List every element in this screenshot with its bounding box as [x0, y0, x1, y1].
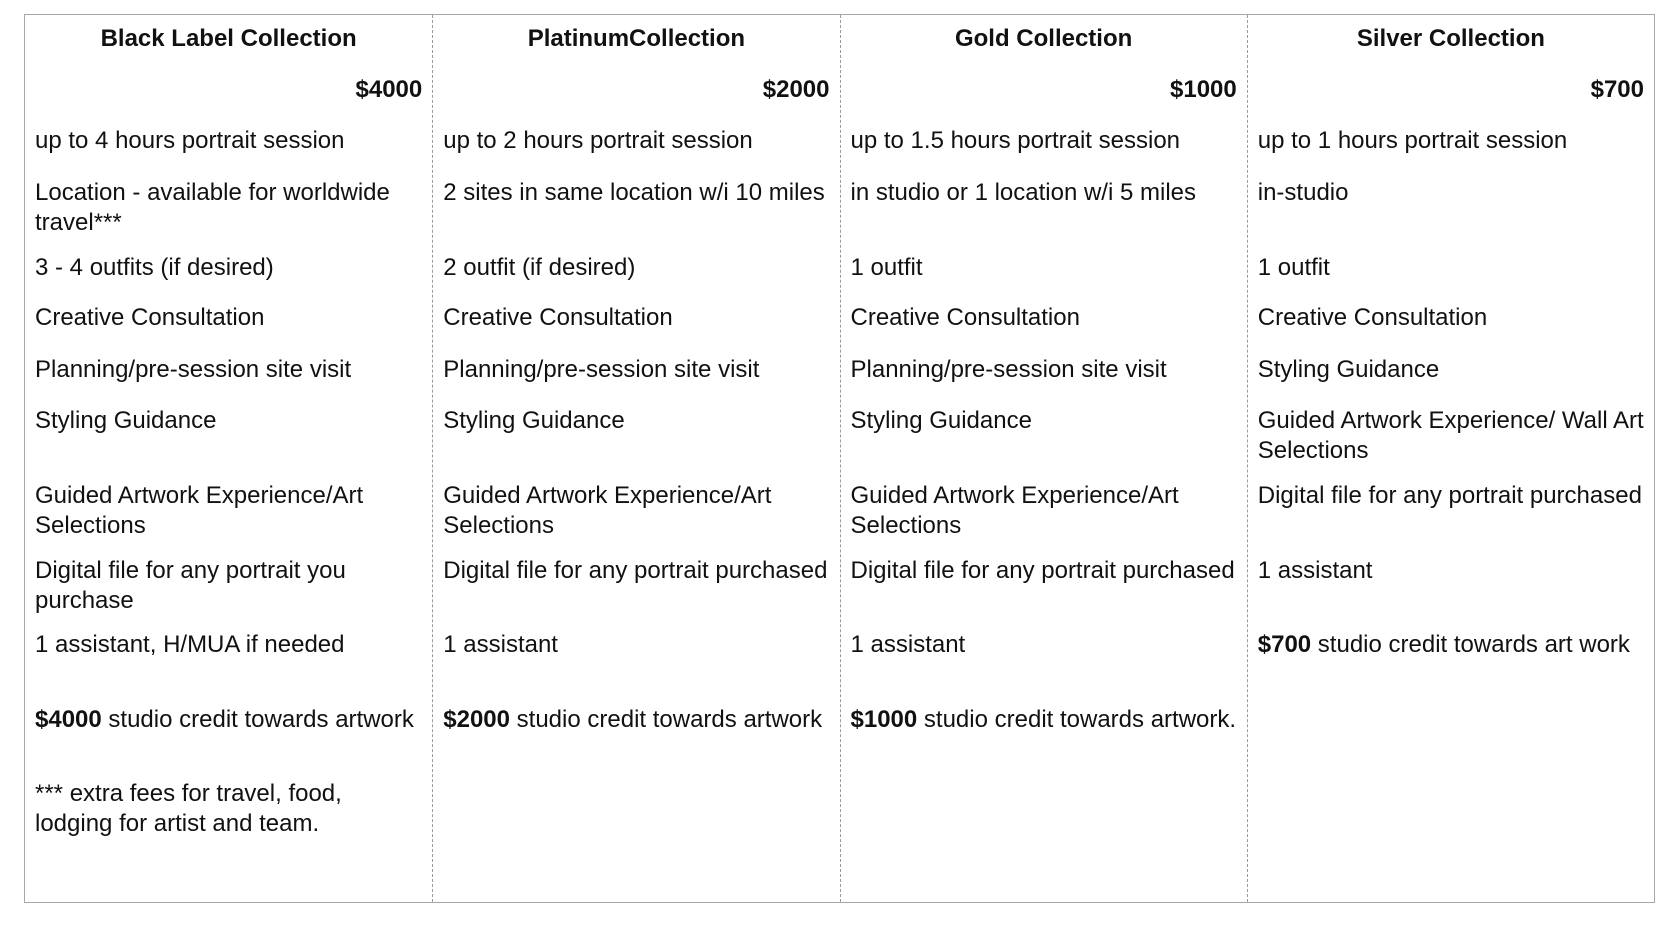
feature-item: Location - available for worldwide travel*** — [35, 179, 390, 236]
collection-price: $2000 — [762, 76, 830, 103]
feature-item: in studio or 1 location w/i 5 miles — [850, 179, 1196, 206]
credit-amount: $2000 — [443, 706, 510, 733]
feature-item: Creative Consultation — [1257, 304, 1488, 331]
pricing-table — [24, 14, 1655, 903]
feature-item: up to 2 hours portrait session — [443, 127, 753, 154]
feature-item: Digital file for any portrait purchased — [850, 557, 1235, 584]
feature-item: Styling Guidance — [1257, 356, 1440, 383]
feature-item: up to 1 hours portrait session — [1257, 127, 1568, 154]
feature-item: up to 1.5 hours portrait session — [850, 127, 1181, 154]
feature-item: Digital file for any portrait purchased — [443, 557, 828, 584]
feature-item: Planning/pre-session site visit — [35, 356, 352, 383]
studio-credit — [851, 705, 1237, 735]
feature-item: 2 sites in same location w/i 10 miles — [443, 179, 825, 206]
collection-column-silver — [1247, 15, 1654, 902]
credit-text: studio credit towards artwork. — [917, 706, 1237, 733]
feature-item: Digital file for any portrait purchased — [1257, 482, 1642, 509]
studio-credit — [443, 705, 829, 735]
feature-item: 3 - 4 outfits (if desired) — [35, 254, 274, 281]
credit-text: studio credit towards artwork — [510, 706, 823, 733]
collection-column-platinum — [432, 15, 839, 902]
feature-item: Styling Guidance — [35, 407, 217, 434]
feature-item: Planning/pre-session site visit — [850, 356, 1167, 383]
collection-column-gold — [840, 15, 1247, 902]
credit-amount: $1000 — [850, 706, 918, 733]
feature-item: up to 4 hours portrait session — [35, 127, 345, 154]
collection-price: $4000 — [355, 76, 423, 103]
collection-price: $1000 — [1170, 76, 1237, 103]
feature-item: Creative Consultation — [443, 304, 673, 331]
collection-title: Black Label Collection — [100, 25, 357, 52]
feature-item: Guided Artwork Experience/Art Selections — [850, 482, 1179, 539]
collection-title: PlatinumCollection — [527, 25, 746, 52]
feature-item: Guided Artwork Experience/ Wall Art Selections — [1257, 407, 1644, 464]
feature-item: Guided Artwork Experience/Art Selections — [443, 482, 772, 539]
credit-text: studio credit towards artwork — [101, 706, 414, 733]
collection-price: $700 — [1590, 76, 1644, 103]
studio-credit — [1258, 630, 1644, 660]
feature-item: Planning/pre-session site visit — [443, 356, 760, 383]
credit-amount: $700 — [1257, 631, 1312, 658]
collection-title: Gold Collection — [954, 25, 1133, 52]
feature-item: Creative Consultation — [850, 304, 1080, 331]
travel-footnote: *** extra fees for travel, food, lodging for artist and team. — [35, 780, 342, 837]
studio-credit — [35, 705, 422, 735]
feature-item: in-studio — [1257, 179, 1349, 206]
feature-item: Creative Consultation — [35, 304, 265, 331]
collection-column-black-label — [25, 15, 432, 902]
feature-item: 1 assistant — [1257, 557, 1373, 584]
credit-amount: $4000 — [35, 706, 102, 733]
feature-item: Styling Guidance — [443, 407, 625, 434]
feature-item: 2 outfit (if desired) — [443, 254, 636, 281]
feature-item: 1 assistant — [850, 631, 966, 658]
feature-item: Digital file for any portrait you purchase — [35, 557, 346, 614]
feature-item: Guided Artwork Experience/Art Selections — [35, 482, 364, 539]
feature-item: 1 outfit — [1257, 254, 1330, 281]
credit-text: studio credit towards art work — [1311, 631, 1630, 658]
collection-title: Silver Collection — [1356, 25, 1545, 52]
feature-item: 1 outfit — [850, 254, 923, 281]
feature-item: 1 assistant, H/MUA if needed — [35, 631, 345, 658]
feature-item: Styling Guidance — [850, 407, 1032, 434]
feature-item: 1 assistant — [443, 631, 558, 658]
